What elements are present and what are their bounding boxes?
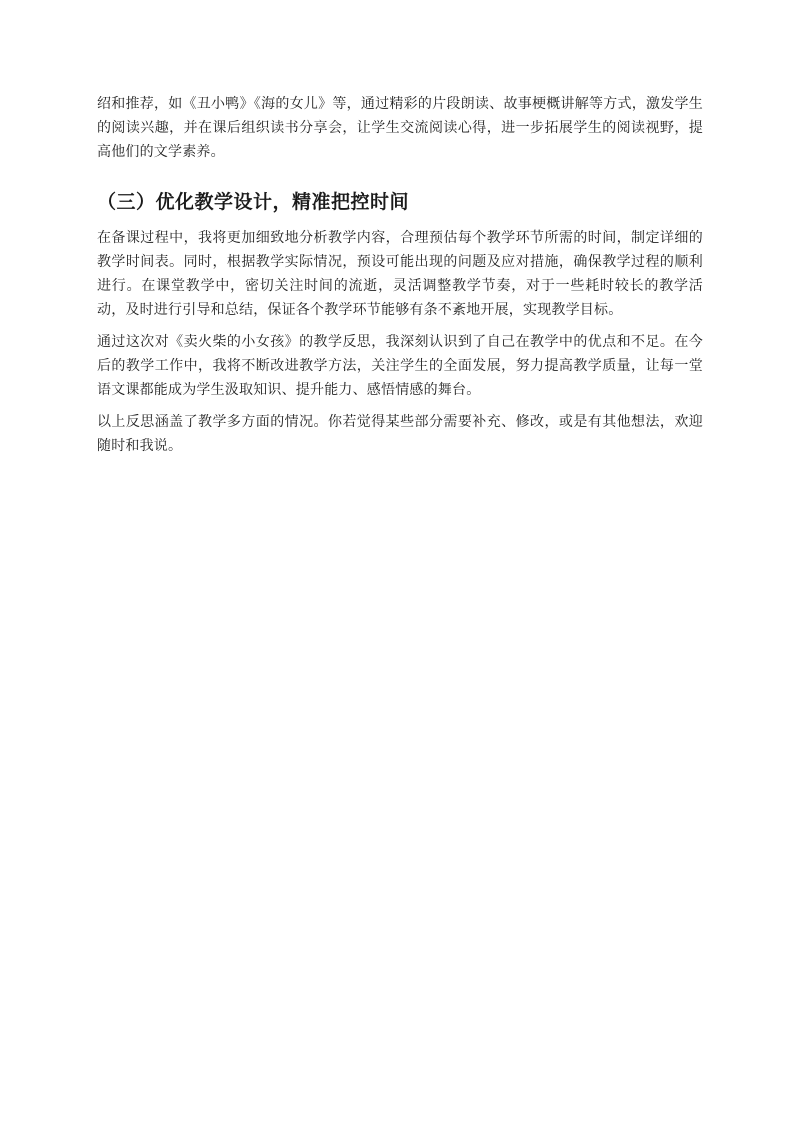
section-heading: （三）优化教学设计，精准把控时间: [97, 191, 410, 213]
document-page: [97, 92, 703, 458]
intro-paragraph: 绍和推荐，如《丑小鸭》《海的女儿》等，通过精彩的片段朗读、故事梗概讲解等方式，激发学生的阅读兴趣，并在课后组织读书分享会，让学生交流阅读心得，进一步拓展学生的阅读视野，提高他们的文学素养。: [97, 96, 703, 160]
reflection-summary-paragraph: 通过这次对《卖火柴的小女孩》的教学反思，我深刻认识到了自己在教学中的优点和不足。在今后的教学工作中，我将不断改进教学方法，关注学生的全面发展，努力提高教学质量，让每一堂语文课都能成为学生汲取知识、提升能力、感悟情感的舞台。: [97, 334, 703, 398]
closing-paragraph: 以上反思涵盖了教学多方面的情况。你若觉得某些部分需要补充、修改，或是有其他想法，欢迎随时和我说。: [97, 414, 703, 454]
time-management-paragraph: 在备课过程中，我将更加细致地分析教学内容，合理预估每个教学环节所需的时间，制定详细的教学时间表。同时，根据教学实际情况，预设可能出现的问题及应对措施，确保教学过程的顺利进行。在课堂教学中，密切关注时间的流逝，灵活调整教学节奏，对于一些耗时较长的教学活动，及时进行引导和总结，保证各个教学环节能够有条不紊地开展，实现教学目标。: [97, 230, 703, 318]
